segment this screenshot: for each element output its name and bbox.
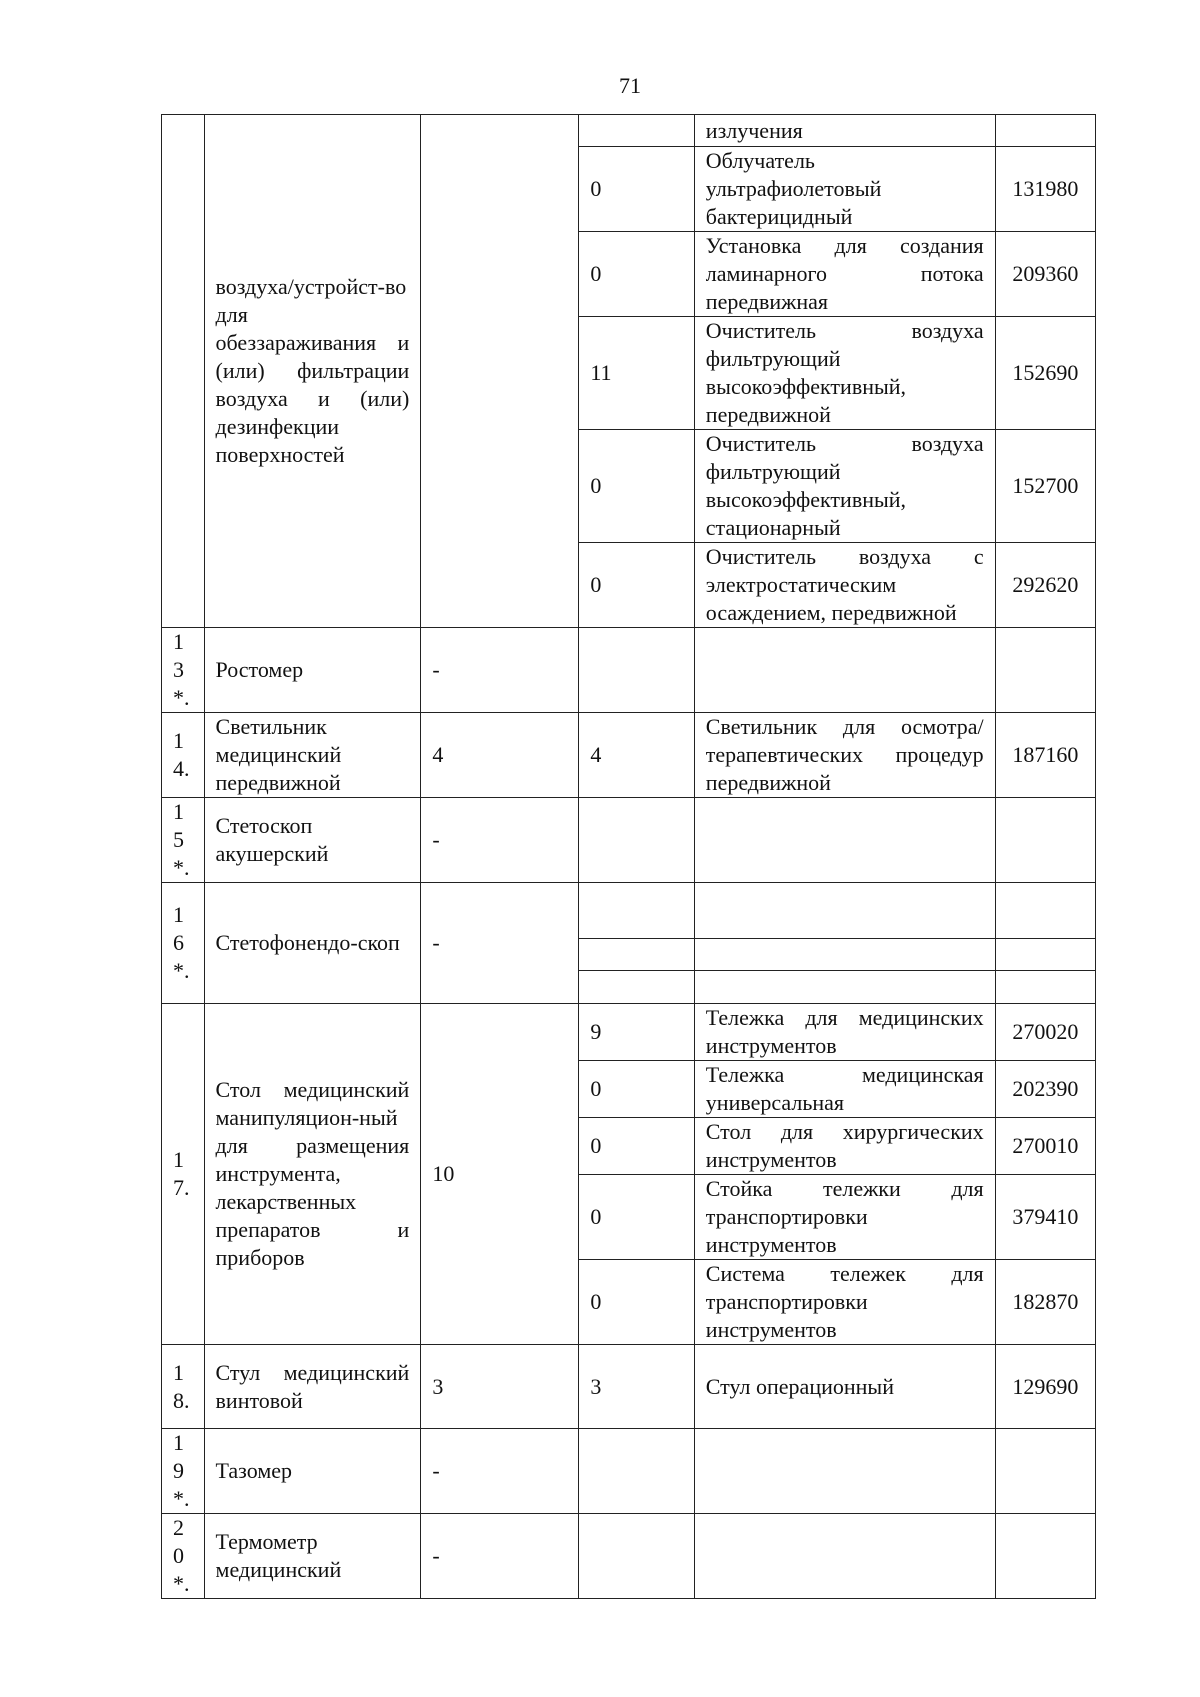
table-row bbox=[162, 798, 1096, 883]
count-cell: 0 bbox=[579, 232, 694, 317]
count-cell: 0 bbox=[579, 147, 694, 232]
required-qty-cell: - bbox=[421, 1429, 579, 1514]
description-cell: Тележка для медицинских инструментов bbox=[694, 1004, 995, 1061]
count-cell bbox=[579, 939, 694, 971]
description-cell: Очиститель воздуха с электростатическим осаждением, передвижной bbox=[694, 543, 995, 628]
count-cell: 0 bbox=[579, 543, 694, 628]
price-cell: 152700 bbox=[995, 430, 1095, 543]
price-cell bbox=[995, 883, 1095, 939]
count-cell: 4 bbox=[579, 713, 694, 798]
item-name-cell: Стул медицинский винтовой bbox=[204, 1345, 421, 1429]
description-cell: Стол для хирургических инструментов bbox=[694, 1118, 995, 1175]
table-row bbox=[162, 1345, 1096, 1429]
price-cell bbox=[995, 628, 1095, 713]
price-cell: 187160 bbox=[995, 713, 1095, 798]
table-row bbox=[162, 713, 1096, 798]
price-cell: 292620 bbox=[995, 543, 1095, 628]
table-row bbox=[162, 1514, 1096, 1599]
row-number-cell: 1 8. bbox=[162, 1345, 205, 1429]
count-cell bbox=[579, 883, 694, 939]
price-cell: 270010 bbox=[995, 1118, 1095, 1175]
table-row bbox=[162, 1004, 1096, 1061]
count-cell bbox=[579, 798, 694, 883]
price-cell: 129690 bbox=[995, 1345, 1095, 1429]
count-cell bbox=[579, 1514, 694, 1599]
count-cell: 0 bbox=[579, 1175, 694, 1260]
description-cell: Стул операционный bbox=[694, 1345, 995, 1429]
row-number-cell: 1 6 *. bbox=[162, 883, 205, 1004]
description-cell bbox=[694, 883, 995, 939]
page-number: 71 bbox=[619, 73, 641, 98]
required-qty-cell: 4 bbox=[421, 713, 579, 798]
item-name-cell: Стетоскоп акушерский bbox=[204, 798, 421, 883]
price-cell bbox=[995, 115, 1095, 147]
price-cell bbox=[995, 971, 1095, 1004]
price-cell bbox=[995, 798, 1095, 883]
table-row bbox=[162, 115, 1096, 147]
required-qty-cell: - bbox=[421, 1514, 579, 1599]
count-cell: 0 bbox=[579, 430, 694, 543]
description-cell bbox=[694, 939, 995, 971]
item-name-cell: воздуха/устройст-во для обеззараживания и (или) фильтрации воздуха и (или) дезинфекции поверхностей bbox=[204, 115, 421, 628]
description-cell: Установка для создания ламинарного потока передвижная bbox=[694, 232, 995, 317]
count-cell bbox=[579, 1429, 694, 1514]
item-name-cell: Стетофонендо-скоп bbox=[204, 883, 421, 1004]
row-number-cell: 1 4. bbox=[162, 713, 205, 798]
price-cell bbox=[995, 939, 1095, 971]
price-cell: 182870 bbox=[995, 1260, 1095, 1345]
table-row bbox=[162, 1429, 1096, 1514]
item-name-cell: Светильник медицинский передвижной bbox=[204, 713, 421, 798]
required-qty-cell: - bbox=[421, 628, 579, 713]
item-name-cell: Ростомер bbox=[204, 628, 421, 713]
count-cell bbox=[579, 628, 694, 713]
count-cell: 9 bbox=[579, 1004, 694, 1061]
description-cell bbox=[694, 971, 995, 1004]
count-cell: 0 bbox=[579, 1260, 694, 1345]
description-cell: Стойка тележки для транспортировки инструментов bbox=[694, 1175, 995, 1260]
description-cell: Тележка медицинская универсальная bbox=[694, 1061, 995, 1118]
description-cell bbox=[694, 798, 995, 883]
description-cell: Система тележек для транспортировки инструментов bbox=[694, 1260, 995, 1345]
description-cell bbox=[694, 628, 995, 713]
price-cell: 131980 bbox=[995, 147, 1095, 232]
row-number-cell: 1 9 *. bbox=[162, 1429, 205, 1514]
price-cell: 152690 bbox=[995, 317, 1095, 430]
price-cell: 209360 bbox=[995, 232, 1095, 317]
row-number-cell bbox=[162, 115, 205, 628]
price-cell bbox=[995, 1429, 1095, 1514]
row-number-cell: 2 0 *. bbox=[162, 1514, 205, 1599]
item-name-cell: Стол медицинский манипуляцион-ный для размещения инструмента, лекарственных препаратов и приборов bbox=[204, 1004, 421, 1345]
row-number-cell: 1 7. bbox=[162, 1004, 205, 1345]
row-number-cell: 1 3 *. bbox=[162, 628, 205, 713]
item-name-cell: Термометр медицинский bbox=[204, 1514, 421, 1599]
count-cell: 3 bbox=[579, 1345, 694, 1429]
price-cell: 270020 bbox=[995, 1004, 1095, 1061]
required-qty-cell bbox=[421, 115, 579, 628]
table-row bbox=[162, 628, 1096, 713]
description-cell bbox=[694, 1429, 995, 1514]
required-qty-cell: 3 bbox=[421, 1345, 579, 1429]
price-cell: 202390 bbox=[995, 1061, 1095, 1118]
count-cell bbox=[579, 115, 694, 147]
item-name-cell: Тазомер bbox=[204, 1429, 421, 1514]
count-cell: 0 bbox=[579, 1061, 694, 1118]
row-number-cell: 1 5 *. bbox=[162, 798, 205, 883]
count-cell bbox=[579, 971, 694, 1004]
equipment-table bbox=[161, 114, 1096, 1599]
required-qty-cell: - bbox=[421, 883, 579, 1004]
count-cell: 11 bbox=[579, 317, 694, 430]
count-cell: 0 bbox=[579, 1118, 694, 1175]
description-cell: Облучатель ультрафиолетовый бактерицидный bbox=[694, 147, 995, 232]
required-qty-cell: 10 bbox=[421, 1004, 579, 1345]
table-row bbox=[162, 883, 1096, 939]
description-cell: излучения bbox=[694, 115, 995, 147]
price-cell: 379410 bbox=[995, 1175, 1095, 1260]
required-qty-cell: - bbox=[421, 798, 579, 883]
description-cell bbox=[694, 1514, 995, 1599]
description-cell: Очиститель воздуха фильтрующий высокоэффективный, передвижной bbox=[694, 317, 995, 430]
description-cell: Светильник для осмотра/терапевтических процедур передвижной bbox=[694, 713, 995, 798]
description-cell: Очиститель воздуха фильтрующий высокоэффективный, стационарный bbox=[694, 430, 995, 543]
price-cell bbox=[995, 1514, 1095, 1599]
